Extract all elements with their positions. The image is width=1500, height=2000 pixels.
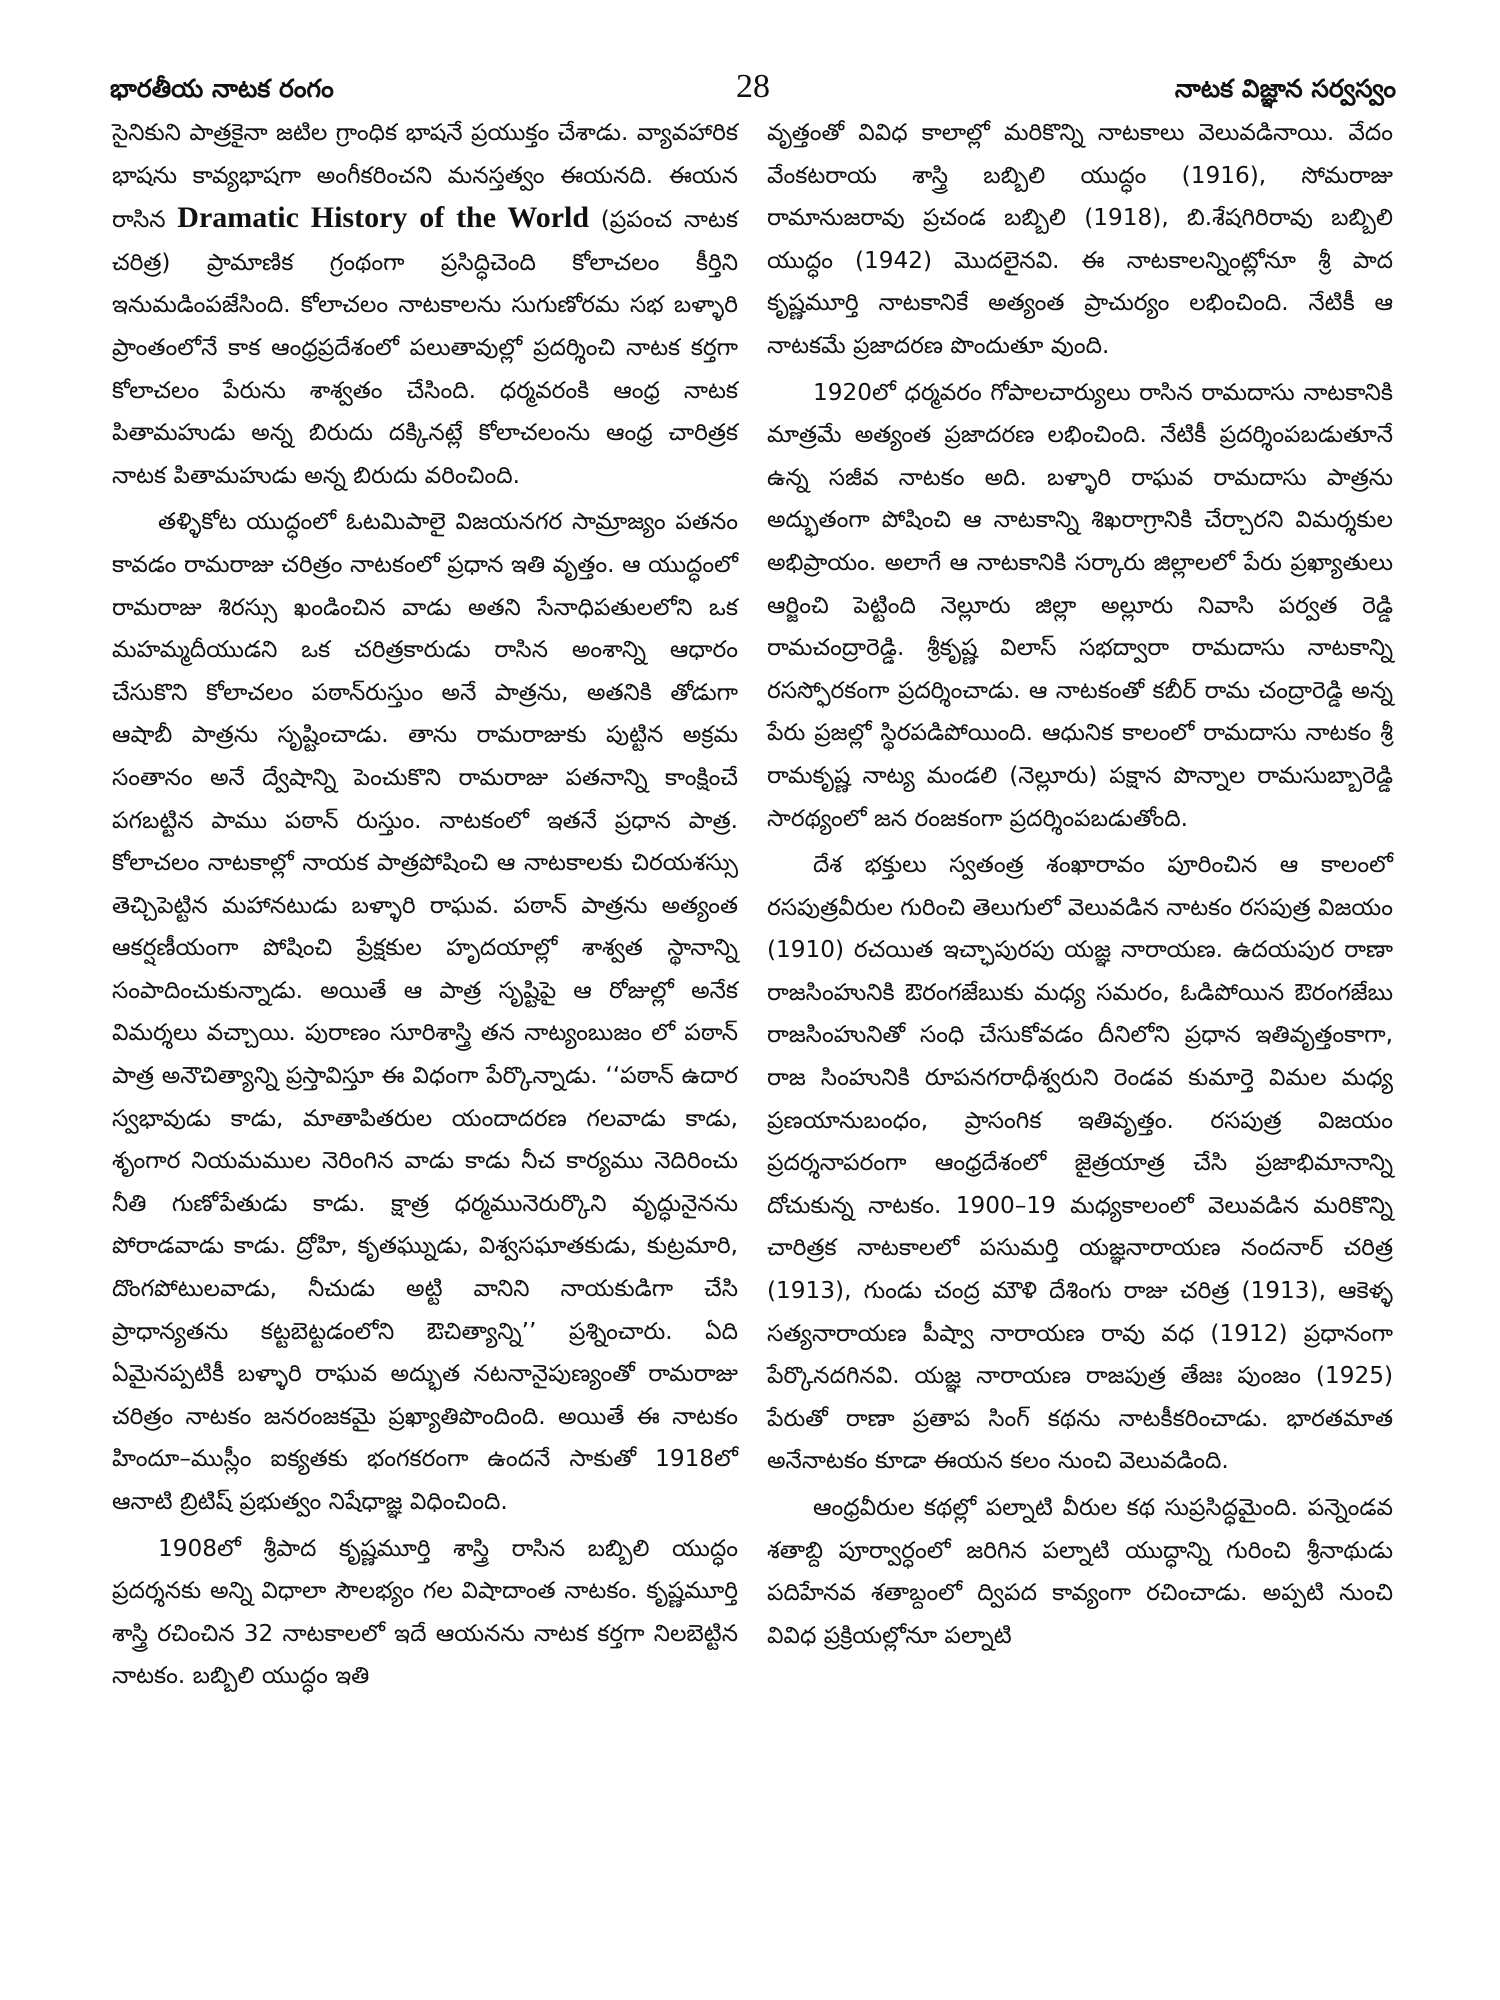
paragraph: వృత్తంతో వివిధ కాలాల్లో మరికొన్ని నాటకాలు వెలువడినాయి. వేదం వేంకటరాయ శాస్త్రి బబ్బిలి యుద్ధం (1916), సోమరాజు రామానుజరావు ప్రచండ బబ్బిలి (1918), బి.శేషగిరిరావు బబ్బిలి యుద్ధం (1942) మొదలైనవి. ఈ నాటకాలన్నింట్లోనూ శ్రీ పాద కృష్ణమూర్తి నాటకానికే అత్యంత ప్రాచుర్యం లభించింది. నేటికీ ఆ నాటకమే ప్రజాదరణ పొందుతూ వుంది. [767, 119, 1393, 359]
paragraph: 1920లో ధర్మవరం గోపాలచార్యులు రాసిన రామదాసు నాటకానికి మాత్రమే అత్యంత ప్రజాదరణ లభించింది. నేటికీ ప్రదర్శింపబడుతూనే ఉన్న సజీవ నాటకం అది. బళ్ళారి రాఘవ రామదాసు పాత్రను అద్భుతంగా పోషించి ఆ నాటకాన్ని శిఖరాగ్రానికి చేర్చారని విమర్శకుల అభిప్రాయం. అలాగే ఆ నాటకానికి సర్కారు జిల్లాలలో పేరు ప్రఖ్యాతులు ఆర్జించి పెట్టింది నెల్లూరు జిల్లా అల్లూరు నివాసి పర్వత రెడ్డి రామచంద్రారెడ్డి. శ్రీకృష్ణ విలాస్ సభద్వారా రామదాసు నాటకాన్ని రసస్ఫోరకంగా ప్రదర్శించాడు. ఆ నాటకంతో కబీర్ రామ చంద్రారెడ్డి అన్న పేరు ప్రజల్లో స్థిరపడిపోయింది. ఆధునిక కాలంలో రామదాసు నాటకం శ్రీ రామకృష్ణ నాట్య మండలి (నెల్లూరు) పక్షాన పొన్నాల రామసుబ్బారెడ్డి సారథ్యంలో జన రంజకంగా ప్రదర్శింపబడుతోంది. [767, 378, 1393, 832]
paragraph-text: సైనికుని పాత్రకైనా జటిల గ్రాంధిక భాషనే ప్రయుక్తం చేశాడు. వ్యావహారిక భాషను కావ్యభాషగా అంగీకరించని మనస్తత్వం ఈయనది. ఈయన రాసిన [112, 119, 738, 234]
paragraph: 1908లో శ్రీపాద కృష్ణమూర్తి శాస్త్రి రాసిన బబ్బిలి యుద్ధం ప్రదర్శనకు అన్ని విధాలా సౌలభ్యం గల విషాదాంత నాటకం. కృష్ణమూర్తి శాస్త్రి రచించిన 32 నాటకాలలో ఇదే ఆయనను నాటక కర్తగా నిలబెట్టిన నాటకం. బబ్బిలి యుద్ధం ఇతి [112, 1534, 738, 1690]
paragraph [112, 112, 738, 497]
paragraph: తళ్ళికోట యుద్ధంలో ఓటమిపాలై విజయనగర సామ్రాజ్యం పతనం కావడం రామరాజు చరిత్రం నాటకంలో ప్రధాన ఇతి వృత్తం. ఆ యుద్ధంలో రామరాజు శిరస్సు ఖండించిన వాడు అతని సేనాధిపతులలోని ఒక మహమ్మదీయుడని ఒక చరిత్రకారుడు రాసిన అంశాన్ని ఆధారం చేసుకొని కోలాచలం పఠాన్‌రుస్తుం అనే పాత్రను, అతనికి తోడుగా ఆషాబీ పాత్రను సృష్టించాడు. తాను రామరాజుకు పుట్టిన అక్రమ సంతానం అనే ద్వేషాన్ని పెంచుకొని రామరాజు పతనాన్ని కాంక్షించే పగబట్టిన పాము పఠాన్ రుస్తుం. నాటకంలో ఇతనే ప్రధాన పాత్ర. కోలాచలం నాటకాల్లో నాయక పాత్రపోషించి ఆ నాటకాలకు చిరయశస్సు తెచ్చిపెట్టిన మహానటుడు బళ్ళారి రాఘవ. పఠాన్ పాత్రను అత్యంత ఆకర్షణీయంగా పోషించి ప్రేక్షకుల హృదయాల్లో శాశ్వత స్థానాన్ని సంపాదించుకున్నాడు. అయితే ఆ పాత్ర సృష్టిపై ఆ రోజుల్లో అనేక విమర్శలు వచ్చాయి. పురాణం సూరిశాస్త్రి తన నాట్యంబుజం లో పఠాన్ పాత్ర అనౌచిత్యాన్ని ప్రస్తావిస్తూ ఈ విధంగా పేర్కొన్నాడు. ‘‘పఠాన్ ఉదార స్వభావుడు కాడు, మాతాపితరుల యందాదరణ గలవాడు కాడు, శృంగార నియమముల నెరింగిన వాడు కాడు నీచ కార్యము నెదిరించు నీతి గుణోపేతుడు కాడు. క్షాత్ర ధర్మమునెరుర్కొని వృద్ధునైనను పోరాడవాడు కాడు. ద్రోహి, కృతఘ్నుడు, విశ్వసఘాతకుడు, కుట్రమారి, దొంగపోటులవాడు, నీచుడు అట్టి వానిని నాయకుడిగా చేసి ప్రాధాన్యతను కట్టబెట్టడంలోని ఔచిత్యాన్ని’’ ప్రశ్నించారు. ఏది ఏమైనప్పటికీ బళ్ళారి రాఘవ అద్భుత నటనానైపుణ్యంతో రామరాజు చరిత్రం నాటకం జనరంజకమై ప్రఖ్యాతిపొందింది. అయితే ఈ నాటకం హిందూ–ముస్లీం ఐక్యతకు భంగకరంగా ఉందనే సాకుతో 1918లో ఆనాటి బ్రిటిష్ ప్రభుత్వం నిషేధాజ్ఞ విధించింది. [112, 508, 738, 1515]
page-number: 28 [736, 68, 770, 105]
series-title: నాటక విజ్ఞాన సర్వస్వం [1174, 74, 1396, 103]
left-column [112, 112, 738, 1702]
paragraph-text: (ప్రపంచ నాటక చరిత్ర) ప్రామాణిక గ్రంథంగా ప్రసిద్ధిచెంది కోలాచలం కీర్తిని ఇనుమడింపజేసింది. కోలాచలం నాటకాలను సుగుణోరమ సభ బళ్ళారి ప్రాంతంలోనే కాక ఆంధ్రప్రదేశంలో పలుతావుల్లో ప్రదర్శించి నాటక కర్తగా కోలాచలం పేరును శాశ్వతం చేసింది. ధర్మవరంకి ఆంధ్ర నాటక పితామహుడు అన్న బిరుదు దక్కినట్లే కోలాచలంను ఆంధ్ర చారిత్రక నాటక పితామహుడు అన్న బిరుదు వరించింది. [112, 206, 738, 489]
running-head [110, 68, 1396, 112]
english-book-title: Dramatic History of the World [177, 201, 590, 235]
paragraph: దేశ భక్తులు స్వతంత్ర శంఖారావం పూరించిన ఆ కాలంలో రసపుత్రవీరుల గురించి తెలుగులో వెలువడిన నాటకం రసపుత్ర విజయం (1910) రచయిత ఇచ్ఛాపురపు యజ్ఞ నారాయణ. ఉదయపుర రాణా రాజసింహునికి ఔరంగజేబుకు మధ్య సమరం, ఓడిపోయిన ఔరంగజేబు రాజసింహునితో సంధి చేసుకోవడం దీనిలోని ప్రధాన ఇతివృత్తంకాగా, రాజ సింహునికి రూపనగరాధీశ్వరుని రెండవ కుమార్తె విమల మధ్య ప్రణయానుబంధం, ప్రాసంగిక ఇతివృత్తం. రసపుత్ర విజయం ప్రదర్శనాపరంగా ఆంధ్రదేశంలో జైత్రయాత్ర చేసి ప్రజాభిమానాన్ని దోచుకున్న నాటకం. 1900–19 మధ్యకాలంలో వెలువడిన మరికొన్ని చారిత్రక నాటకాలలో పసుమర్తి యజ్ఞనారాయణ నందనార్ చరిత్ర (1913), గుండు చంద్ర మౌళి దేశింగు రాజు చరిత్ర (1913), ఆకెళ్ళ సత్యనారాయణ పీష్వా నారాయణ రావు వధ (1912) ప్రధానంగా పేర్కొనదగినవి. యజ్ఞ నారాయణ రాజపుత్ర తేజః పుంజం (1925) పేరుతో రాణా ప్రతాప సింగ్ కథను నాటకీకరించాడు. భారతమాత అనేనాటకం కూడా ఈయన కలం నుంచి వెలువడింది. [767, 851, 1393, 1475]
right-column [767, 112, 1393, 1661]
paragraph: ఆంధ్రవీరుల కథల్లో పల్నాటి వీరుల కథ సుప్రసిద్ధమైంది. పన్నెండవ శతాబ్ది పూర్వార్ధంలో జరిగిన పల్నాటి యుద్ధాన్ని గురించి శ్రీనాథుడు పదిహేనవ శతాబ్దంలో ద్విపద కావ్యంగా రచించాడు. అప్పటి నుంచి వివిధ ప్రక్రియల్లోనూ పల్నాటి [767, 1494, 1393, 1649]
book-title: భారతీయ నాటక రంగం [110, 74, 334, 103]
